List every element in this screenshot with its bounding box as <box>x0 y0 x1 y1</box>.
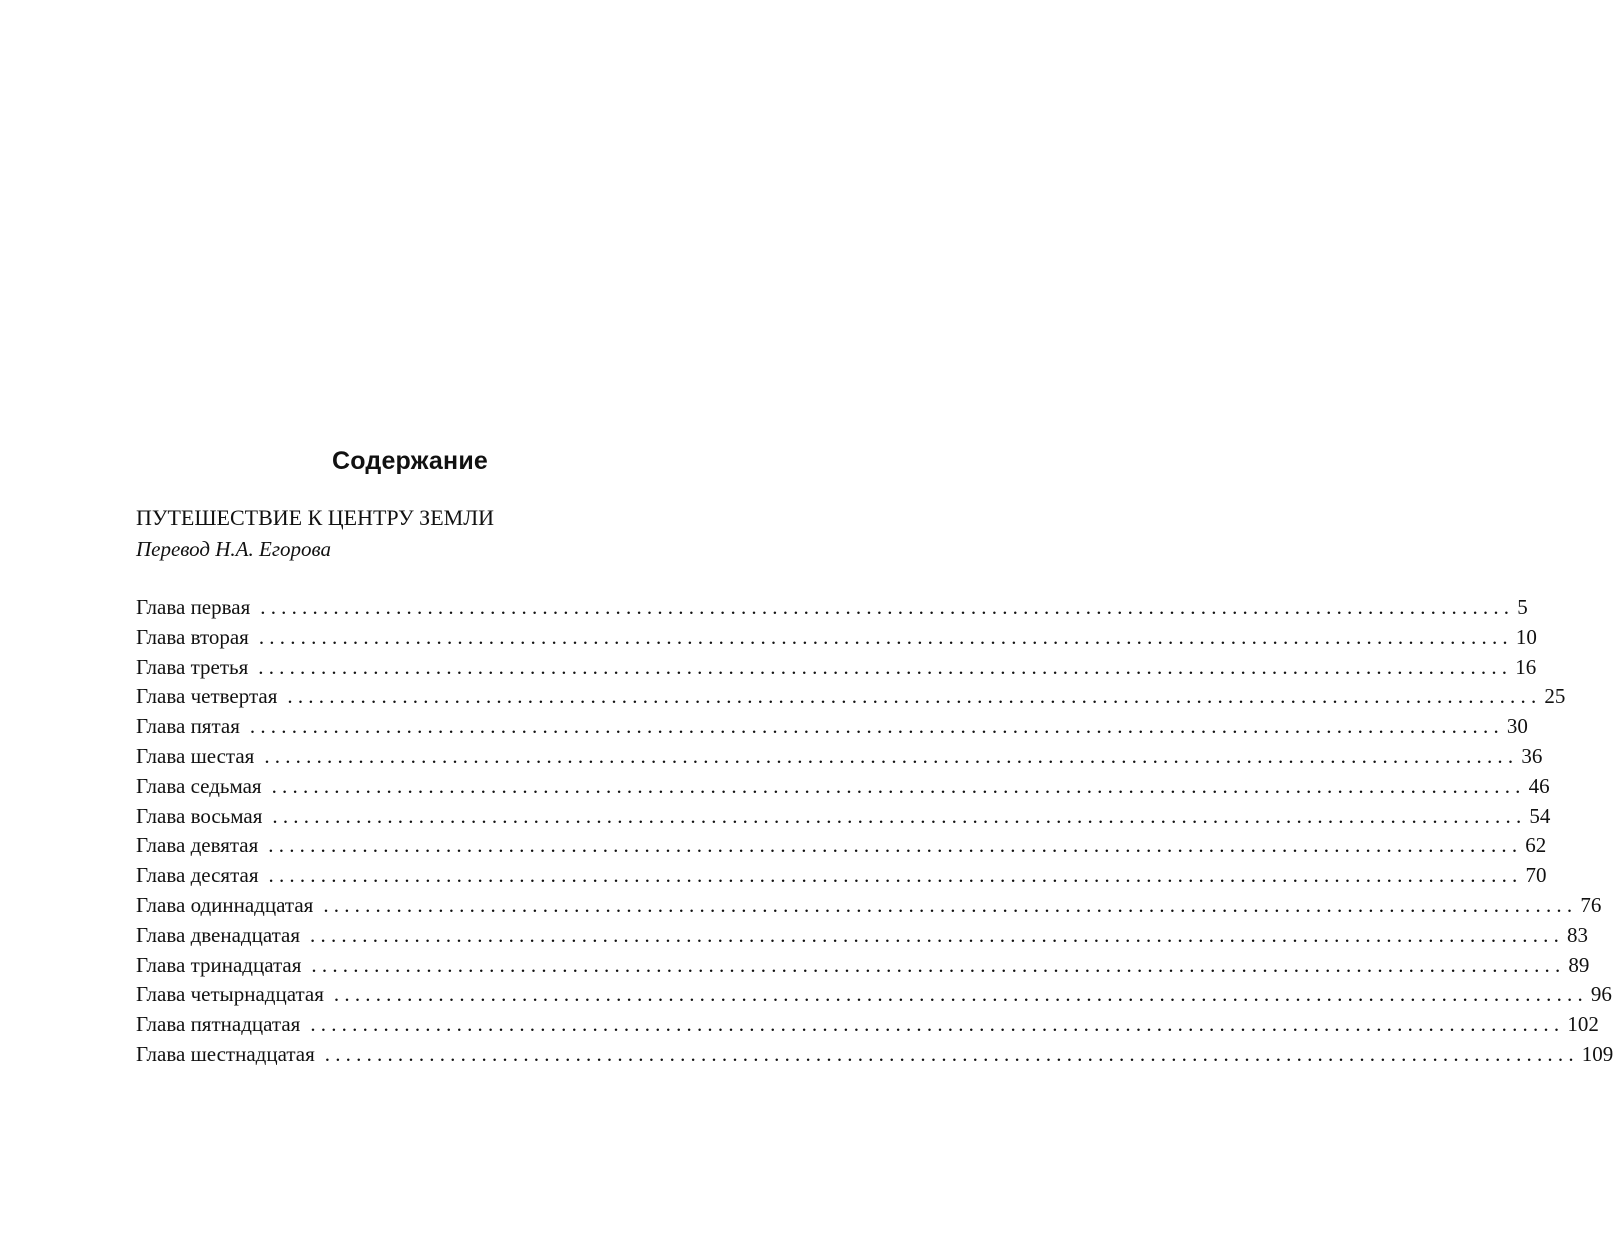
toc-entry-page: 83 <box>1567 922 1589 947</box>
toc-entry-label: Глава шестая <box>136 743 255 768</box>
toc-entry[interactable] <box>136 712 1528 742</box>
toc-entry[interactable] <box>136 623 1537 653</box>
toc-entry-label: Глава пятая <box>136 714 240 739</box>
toc-entry[interactable] <box>136 593 1528 623</box>
table-of-contents <box>136 593 1613 1070</box>
dot-leader: ........................................................................................................................ <box>258 624 1513 649</box>
toc-entry[interactable] <box>136 772 1550 802</box>
toc-entry-label: Глава девятая <box>136 833 259 858</box>
dot-leader: ........................................................................................................................ <box>271 773 1526 798</box>
toc-entry[interactable] <box>136 653 1537 683</box>
toc-entry-label: Глава седьмая <box>136 773 262 798</box>
toc-entry-page: 62 <box>1525 833 1547 858</box>
toc-entry-label: Глава восьмая <box>136 803 263 828</box>
dot-leader: ........................................................................................................................ <box>333 982 1588 1007</box>
toc-entry-page: 5 <box>1517 595 1528 619</box>
toc-entry-label: Глава тринадцатая <box>136 952 302 977</box>
dot-leader: ........................................................................................................................ <box>268 833 1523 858</box>
work-title: ПУТЕШЕСТВИЕ К ЦЕНТРУ ЗЕМЛИ <box>136 505 495 530</box>
toc-entry-label: Глава четырнадцатая <box>136 982 324 1007</box>
dot-leader: ........................................................................................................................ <box>323 892 1578 917</box>
toc-entry-label: Глава вторая <box>136 624 249 649</box>
toc-entry-page: 109 <box>1581 1041 1613 1066</box>
toc-entry-page: 96 <box>1590 982 1612 1007</box>
toc-entry[interactable] <box>136 1040 1613 1070</box>
toc-entry-page: 16 <box>1515 654 1537 679</box>
toc-entry[interactable] <box>136 861 1547 891</box>
toc-entry-label: Глава десятая <box>136 863 259 888</box>
dot-leader: ........................................................................................................................ <box>311 952 1566 977</box>
toc-entry[interactable] <box>136 921 1589 951</box>
toc-entry[interactable] <box>136 951 1590 981</box>
toc-entry-page: 76 <box>1580 892 1602 917</box>
dot-leader: ........................................................................................................................ <box>272 803 1527 828</box>
dot-leader: ........................................................................................................................ <box>268 863 1523 888</box>
translator-credit: Перевод Н.А. Егорова <box>136 537 331 561</box>
dot-leader: ........................................................................................................................ <box>249 714 1504 739</box>
toc-entry-page: 25 <box>1544 684 1566 709</box>
toc-entry-page: 70 <box>1525 863 1547 888</box>
toc-entry[interactable] <box>136 742 1543 772</box>
dot-leader: ........................................................................................................................ <box>287 684 1542 709</box>
toc-entry-page: 36 <box>1521 743 1543 768</box>
dot-leader: ........................................................................................................................ <box>264 743 1519 768</box>
toc-entry-label: Глава четвертая <box>136 684 278 709</box>
toc-entry-label: Глава пятнадцатая <box>136 1012 301 1037</box>
toc-entry-page: 46 <box>1528 773 1550 798</box>
page-title: Содержание <box>331 447 489 475</box>
toc-entry-label: Глава третья <box>136 654 249 679</box>
dot-leader: ........................................................................................................................ <box>258 654 1513 679</box>
dot-leader: ........................................................................................................................ <box>310 922 1565 947</box>
dot-leader: ........................................................................................................................ <box>310 1012 1565 1037</box>
toc-entry-label: Глава двенадцатая <box>136 922 301 947</box>
dot-leader: ........................................................................................................................ <box>260 595 1515 619</box>
toc-entry-page: 10 <box>1515 624 1537 649</box>
toc-entry-page: 30 <box>1506 714 1528 739</box>
toc-entry[interactable] <box>136 682 1566 712</box>
toc-entry[interactable] <box>136 891 1602 921</box>
dot-leader: ........................................................................................................................ <box>324 1041 1579 1066</box>
toc-entry[interactable] <box>136 980 1612 1010</box>
toc-entry-page: 102 <box>1567 1012 1599 1037</box>
toc-entry[interactable] <box>136 802 1551 832</box>
toc-entry-label: Глава первая <box>136 595 251 619</box>
toc-entry-label: Глава шестнадцатая <box>136 1041 315 1066</box>
toc-entry[interactable] <box>136 1010 1599 1040</box>
toc-entry-page: 89 <box>1568 952 1590 977</box>
toc-entry-label: Глава одиннадцатая <box>136 892 314 917</box>
toc-entry[interactable] <box>136 831 1547 861</box>
toc-entry-page: 54 <box>1529 803 1551 828</box>
